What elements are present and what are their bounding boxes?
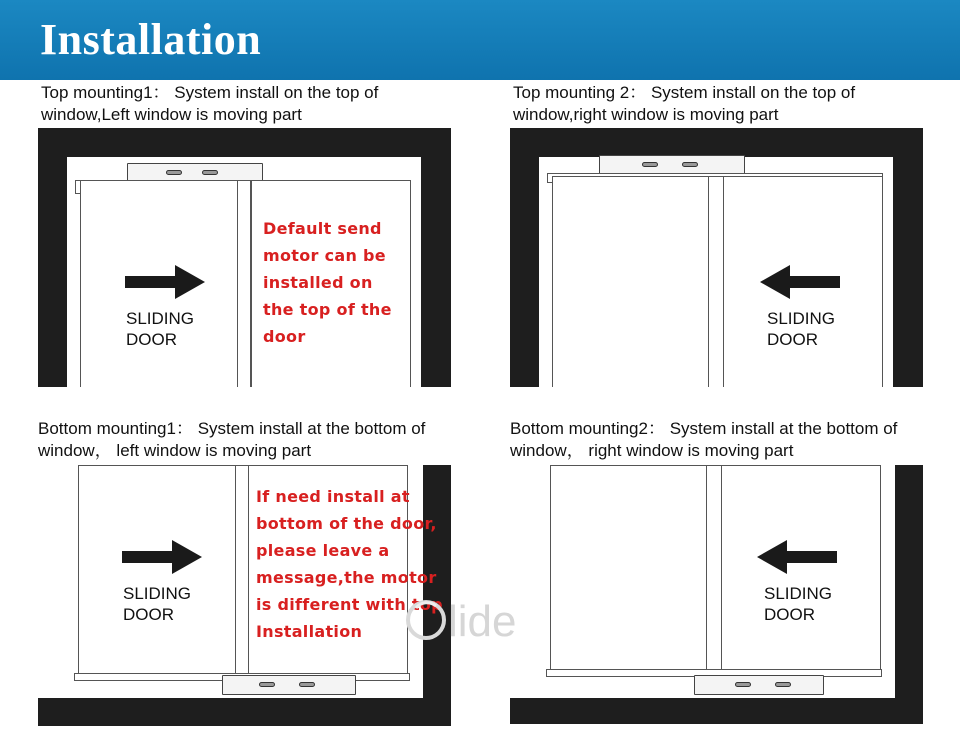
arrow-right-icon: [125, 265, 205, 299]
sliding-door-label: SLIDING DOOR: [123, 584, 192, 624]
motor-unit: [127, 163, 263, 181]
motor-slot: [775, 682, 791, 687]
caption-bottom-mounting-2: [510, 418, 897, 462]
door-panel-left: [552, 176, 716, 387]
motor-slot: [642, 162, 658, 167]
sliding-door-label: SLIDING DOOR: [126, 309, 195, 349]
door-stile: [708, 176, 724, 387]
caption-line-2: window， left window is moving part: [38, 441, 312, 460]
arrow-right-icon: [122, 540, 202, 574]
bottom-install-note: If need install at bottom of the door, please leave a message,the motor is different with top Installation: [256, 487, 443, 641]
motor-slot: [202, 170, 218, 175]
motor-unit: [222, 675, 356, 695]
caption-line-2: window,right window is moving part: [513, 105, 779, 124]
door-stile: [706, 465, 722, 675]
motor-slot: [259, 682, 275, 687]
motor-unit: [599, 155, 745, 174]
caption-line-2: window,Left window is moving part: [41, 105, 302, 124]
default-motor-note: Default send motor can be installed on the top of the door: [263, 219, 392, 346]
page-title: Installation: [40, 15, 262, 64]
motor-slot: [735, 682, 751, 687]
window-frame-bottom-mounting-2: [510, 465, 923, 724]
caption-line-1: Bottom mounting2： System install at the bottom of: [510, 419, 898, 438]
door-panel-left: [550, 465, 714, 675]
watermark-text: lide: [448, 597, 517, 646]
arrow-left-icon: [757, 540, 837, 574]
window-frame-top-mounting-2: [510, 128, 923, 387]
motor-slot: [299, 682, 315, 687]
sliding-door-label: SLIDING DOOR: [767, 309, 836, 349]
caption-line-1: Top mounting 2： System install on the top of: [513, 83, 856, 102]
door-stile: [237, 180, 251, 387]
motor-unit: [694, 675, 824, 695]
header-banner: [0, 0, 960, 80]
caption-bottom-mounting-1: [38, 418, 425, 462]
olide-logo-icon: [402, 586, 562, 656]
caption-top-mounting-1: [41, 82, 378, 126]
sliding-door-label: SLIDING DOOR: [764, 584, 833, 624]
caption-line-1: Bottom mounting1： System install at the bottom of: [38, 419, 426, 438]
motor-slot: [682, 162, 698, 167]
arrow-left-icon: [760, 265, 840, 299]
watermark-logo: [402, 586, 562, 656]
caption-line-1: Top mounting1： System install on the top of: [41, 83, 379, 102]
motor-slot: [166, 170, 182, 175]
caption-top-mounting-2: [513, 82, 855, 126]
caption-line-2: window， right window is moving part: [510, 441, 794, 460]
door-stile: [235, 465, 249, 677]
